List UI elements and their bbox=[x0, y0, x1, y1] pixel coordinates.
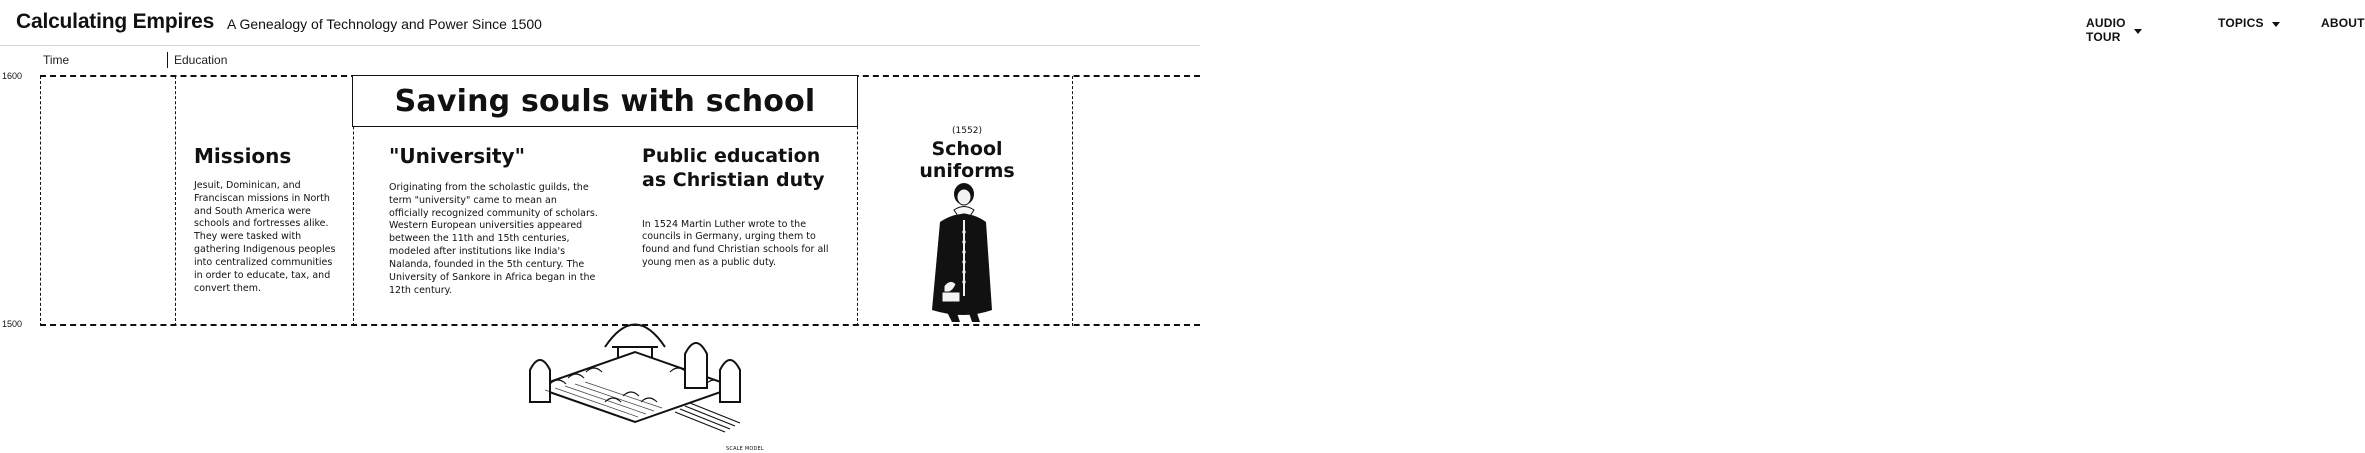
headline-box bbox=[352, 75, 858, 127]
missions-title: Missions bbox=[194, 144, 292, 168]
headline-title: Saving souls with school bbox=[394, 83, 816, 119]
chevron-down-icon bbox=[2272, 22, 2280, 27]
timeline-vline-2 bbox=[175, 76, 176, 326]
school-uniforms-block bbox=[882, 126, 1052, 182]
university-title: "University" bbox=[389, 144, 525, 168]
top-navigation-bar bbox=[0, 0, 2365, 46]
site-subtitle: A Genealogy of Technology and Power Since 1500 bbox=[227, 16, 542, 32]
school-uniforms-year: (1552) bbox=[952, 126, 982, 136]
filters-divider bbox=[167, 52, 168, 68]
university-body: Originating from the scholastic guilds, the term "university" came to mean an officially recognized community of scholars. Western European universities appeared between the 11th and 15th centuries, modeled after institutions like India's Nalanda, founded in the 5th century. The University of Sankore in Africa began in the 12th century. bbox=[389, 182, 598, 296]
public-education-block bbox=[642, 144, 832, 270]
time-filter-label[interactable]: Time bbox=[43, 53, 70, 67]
public-education-body: In 1524 Martin Luther wrote to the councils in Germany, urging them to found and fund Christian schools for all young men as a public duty. bbox=[642, 218, 829, 269]
school-uniforms-title: School uniforms bbox=[919, 138, 1015, 182]
university-block bbox=[389, 144, 599, 297]
timeline-vline-5 bbox=[1072, 76, 1073, 326]
audio-tour-menu[interactable] bbox=[2086, 16, 2142, 44]
building-image-caption: SCALE MODEL bbox=[726, 446, 764, 452]
audio-tour-label: AUDIO TOUR bbox=[2086, 16, 2126, 44]
missions-body: Jesuit, Dominican, and Franciscan missions in North and South America were schools and fortresses alike. They were tasked with gathering Indigenous peoples into centralized communities in order to educate, tax, and convert them. bbox=[194, 180, 336, 294]
year-label-top: 1600 bbox=[2, 71, 23, 81]
about-link[interactable] bbox=[2321, 16, 2365, 30]
filters-row bbox=[0, 46, 1200, 72]
university-building-illustration bbox=[510, 292, 760, 452]
site-brand[interactable]: Calculating Empires bbox=[16, 10, 215, 33]
topics-label: TOPICS bbox=[2218, 16, 2264, 30]
topics-menu[interactable] bbox=[2218, 16, 2280, 30]
chevron-down-icon bbox=[2134, 29, 2142, 34]
public-education-title: Public education as Christian duty bbox=[642, 145, 825, 192]
year-label-bottom: 1500 bbox=[2, 319, 23, 329]
timeline-vline-1 bbox=[40, 76, 41, 326]
school-uniform-illustration bbox=[920, 176, 1000, 322]
education-filter-label[interactable]: Education bbox=[174, 53, 228, 67]
missions-block bbox=[194, 144, 339, 295]
about-label: ABOUT bbox=[2321, 16, 2365, 30]
